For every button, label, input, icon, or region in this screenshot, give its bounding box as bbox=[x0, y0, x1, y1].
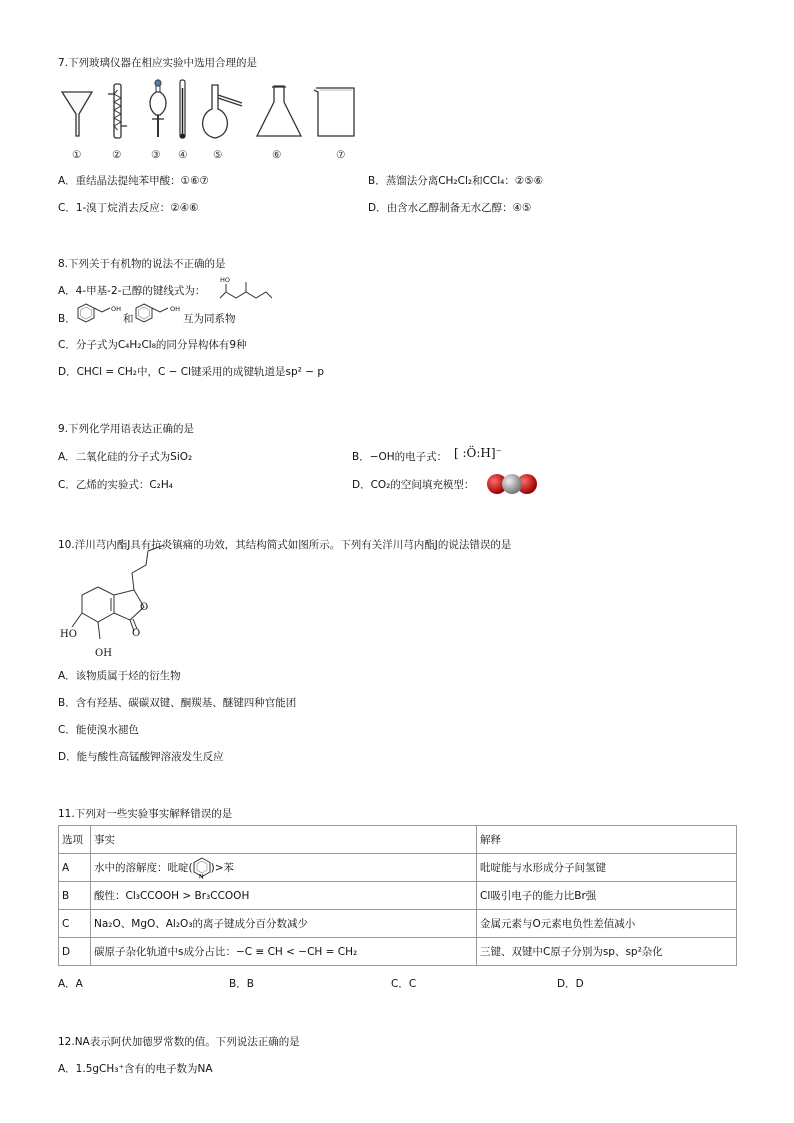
distillation-flask-icon bbox=[200, 83, 246, 141]
q9-stem: 9.下列化学用语表达正确的是 bbox=[58, 423, 195, 435]
oh-label-1: OH bbox=[111, 305, 122, 313]
q7-option-b[interactable]: B．蒸馏法分离CH₂Cl₂和CCl₄：②⑤⑥ bbox=[368, 175, 544, 187]
q11-stem: 11.下列对一些实验事实解释错误的是 bbox=[58, 808, 233, 820]
q8-option-b-and: 和 bbox=[123, 313, 134, 325]
label-5: ⑤ bbox=[213, 149, 223, 161]
separatory-funnel-icon bbox=[146, 79, 170, 141]
q9-option-c[interactable]: C．乙烯的实验式：C₂H₄ bbox=[58, 479, 173, 491]
row-d-fact: 碳原子杂化轨道中s成分占比：−C ≡ CH < −CH = CH₂ bbox=[91, 938, 477, 966]
q11-option-a[interactable]: A．A bbox=[58, 978, 83, 990]
lactone-o-label: O bbox=[140, 602, 149, 613]
row-d-explanation: 三键、双键中C原子分别为sp、sp²杂化 bbox=[477, 938, 737, 966]
q7-option-c[interactable]: C．1-溴丁烷消去反应：②④⑥ bbox=[58, 202, 199, 214]
header-option: 选项 bbox=[59, 826, 91, 854]
ho-label: HO bbox=[60, 629, 77, 640]
q10-option-b[interactable]: B．含有羟基、碳碳双键、酮羰基、醚键四种官能团 bbox=[58, 697, 297, 709]
row-b-option: B bbox=[59, 882, 91, 910]
q7-option-a[interactable]: A．重结晶法提纯苯甲酸：①⑥⑦ bbox=[58, 175, 209, 187]
oh-label-2: OH bbox=[170, 305, 181, 313]
q10-option-c[interactable]: C．能使溴水褪色 bbox=[58, 724, 139, 736]
skeletal-formula-4-methyl-2-hexanol bbox=[218, 280, 274, 304]
hydroxyl-electron-formula: [ :Ö:H]⁻ bbox=[454, 446, 502, 460]
label-6: ⑥ bbox=[272, 149, 282, 161]
label-3: ③ bbox=[151, 149, 161, 161]
q8-option-b-prefix[interactable]: B． bbox=[58, 313, 76, 325]
thermometer-icon bbox=[176, 78, 190, 142]
co2-space-filling-model bbox=[486, 472, 538, 496]
row-a-fact: 水中的溶解度：吡啶( N )>苯 bbox=[91, 854, 477, 882]
row-c-fact: Na₂O、MgO、Al₂O₃的离子键成分百分数减少 bbox=[91, 910, 477, 938]
beaker-icon bbox=[312, 86, 358, 140]
q9-option-b[interactable]: B．−OH的电子式： bbox=[352, 451, 448, 463]
q7-option-d[interactable]: D．由含水乙醇制备无水乙醇：④⑤ bbox=[368, 202, 532, 214]
table-row bbox=[59, 882, 737, 910]
label-4: ④ bbox=[178, 149, 188, 161]
row-c-option: C bbox=[59, 910, 91, 938]
label-7: ⑦ bbox=[336, 149, 346, 161]
header-fact: 事实 bbox=[91, 826, 477, 854]
table-row bbox=[59, 938, 737, 966]
q8-stem: 8.下列关于有机物的说法不正确的是 bbox=[58, 258, 226, 270]
conical-flask-icon bbox=[255, 84, 303, 140]
pyridine-structure bbox=[193, 857, 211, 879]
oh-label: OH bbox=[95, 648, 112, 659]
condenser-icon bbox=[108, 82, 128, 140]
q12-option-a[interactable]: A．1.5gCH₃⁺含有的电子数为NA bbox=[58, 1063, 213, 1075]
row-a-explanation: 吡啶能与水形成分子间氢键 bbox=[477, 854, 737, 882]
q9-option-d[interactable]: D．CO₂的空间填充模型： bbox=[352, 479, 475, 491]
svg-text:N: N bbox=[198, 873, 204, 880]
q11-option-d[interactable]: D．D bbox=[557, 978, 584, 990]
q10-option-a[interactable]: A．该物质属于烃的衍生物 bbox=[58, 670, 181, 682]
explanation-table bbox=[58, 825, 737, 966]
q10-stem: 10.洋川芎内酯J具有抗炎镇痛的功效，其结构简式如图所示。下列有关洋川芎内酯J的说法错误的是 bbox=[58, 539, 512, 551]
row-b-explanation: Cl吸引电子的能力比Br强 bbox=[477, 882, 737, 910]
table-header-row bbox=[59, 826, 737, 854]
q8-option-a[interactable]: A．4-甲基-2-己醇的键线式为： bbox=[58, 285, 206, 297]
label-1: ① bbox=[72, 149, 82, 161]
label-2: ② bbox=[112, 149, 122, 161]
q12-stem: 12.NA表示阿伏加德罗常数的值。下列说法正确的是 bbox=[58, 1036, 300, 1048]
skeletal-ho-label: HO bbox=[220, 276, 231, 284]
row-a-option: A bbox=[59, 854, 91, 882]
row-b-fact: 酸性：Cl₃CCOOH > Br₃CCOOH bbox=[91, 882, 477, 910]
table-row bbox=[59, 854, 737, 882]
q10-option-d[interactable]: D．能与酸性高锰酸钾溶液发生反应 bbox=[58, 751, 224, 763]
row-c-explanation: 金属元素与O元素电负性差值减小 bbox=[477, 910, 737, 938]
row-d-option: D bbox=[59, 938, 91, 966]
q8-option-d[interactable]: D．CHCl = CH₂中，C − Cl键采用的成键轨道是sp² − p bbox=[58, 366, 325, 378]
q8-option-c[interactable]: C．分子式为C₄H₂Cl₈的同分异构体有9种 bbox=[58, 339, 247, 351]
header-explanation: 解释 bbox=[477, 826, 737, 854]
table-row bbox=[59, 910, 737, 938]
q9-option-a[interactable]: A．二氧化硅的分子式为SiO₂ bbox=[58, 451, 193, 463]
q11-option-c[interactable]: C．C bbox=[391, 978, 417, 990]
funnel-icon bbox=[60, 90, 94, 140]
q8-option-b-suffix: 互为同系物 bbox=[183, 313, 236, 325]
ligustilide-structure bbox=[60, 555, 170, 660]
carbonyl-o-label: O bbox=[132, 628, 141, 639]
q7-stem: 7.下列玻璃仪器在相应实验中选用合理的是 bbox=[58, 57, 258, 69]
q11-option-b[interactable]: B．B bbox=[229, 978, 254, 990]
